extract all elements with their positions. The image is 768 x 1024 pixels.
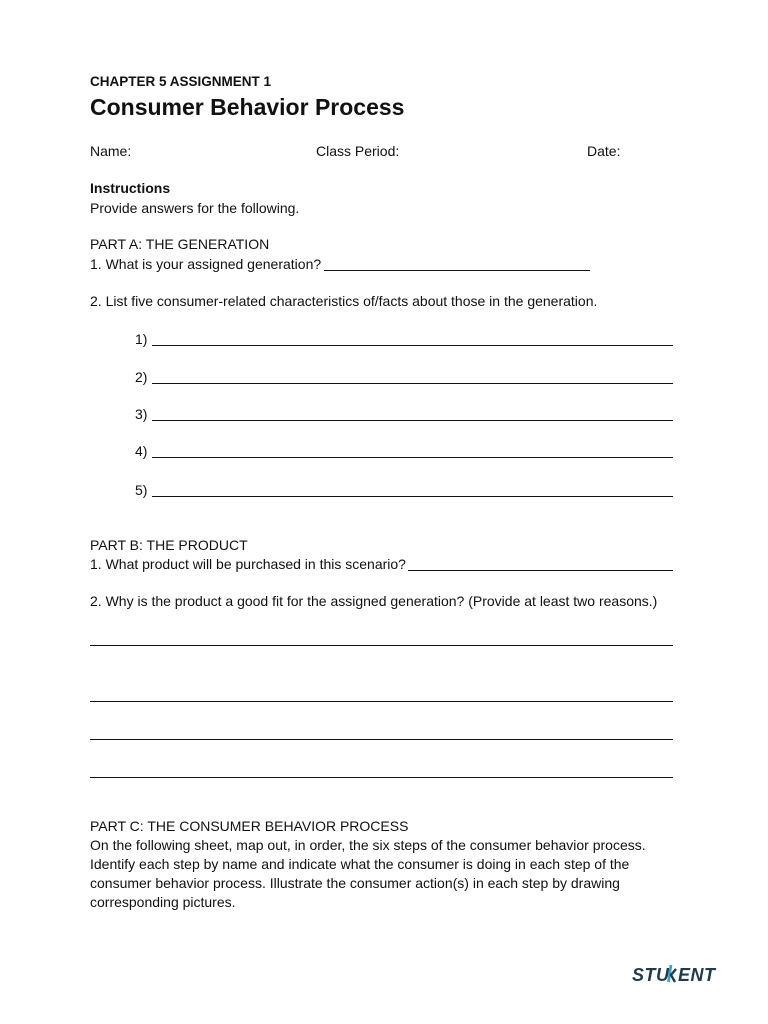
chapter-label: CHAPTER 5 ASSIGNMENT 1: [90, 74, 272, 89]
characteristic-answer-line: [152, 345, 673, 346]
characteristic-answer-line: [152, 383, 673, 384]
characteristic-answer-line: [152, 420, 673, 421]
reason-answer-line: [90, 739, 673, 740]
name-label: Name:: [90, 143, 132, 159]
instructions-heading: Instructions: [90, 180, 171, 196]
generation-answer-line: [324, 270, 590, 271]
reason-answer-line: [90, 777, 673, 778]
list-item-number: 1): [135, 331, 148, 347]
list-item-number: 2): [135, 369, 148, 385]
reason-answer-line: [90, 701, 673, 702]
date-label: Date:: [587, 143, 621, 159]
reason-answer-line: [90, 645, 673, 646]
page-title: Consumer Behavior Process: [90, 94, 405, 120]
stukent-logo: [632, 962, 724, 986]
characteristic-answer-line: [152, 457, 673, 458]
svg-text:STU: STU: [632, 965, 670, 985]
part-a-heading: PART A: THE GENERATION: [90, 236, 270, 252]
part-b-question-2: 2. Why is the product a good fit for the assigned generation? (Provide at least two reasons.): [90, 593, 658, 609]
characteristic-answer-line: [152, 496, 673, 497]
class-period-label: Class Period:: [316, 143, 400, 159]
part-a-question-1: 1. What is your assigned generation?: [90, 256, 322, 272]
list-item-number: 4): [135, 443, 148, 459]
product-answer-line: [408, 570, 673, 571]
part-b-heading: PART B: THE PRODUCT: [90, 537, 248, 553]
svg-text:ENT: ENT: [678, 965, 716, 985]
part-b-question-1: 1. What product will be purchased in this scenario?: [90, 556, 406, 572]
list-item-number: 5): [135, 482, 148, 498]
instructions-text: Provide answers for the following.: [90, 200, 300, 216]
list-item-number: 3): [135, 406, 148, 422]
part-c-heading: PART C: THE CONSUMER BEHAVIOR PROCESS: [90, 818, 409, 834]
part-c-instructions: On the following sheet, map out, in order, the six steps of the consumer behavior process. Identify each step by name and indicate what the consumer is doing in each step of the consumer behavior process. Illustrate the consumer action(s) in each step by drawing corresponding pictures.: [90, 837, 646, 910]
part-a-question-2: 2. List five consumer-related characteristics of/facts about those in the generation.: [90, 293, 598, 309]
